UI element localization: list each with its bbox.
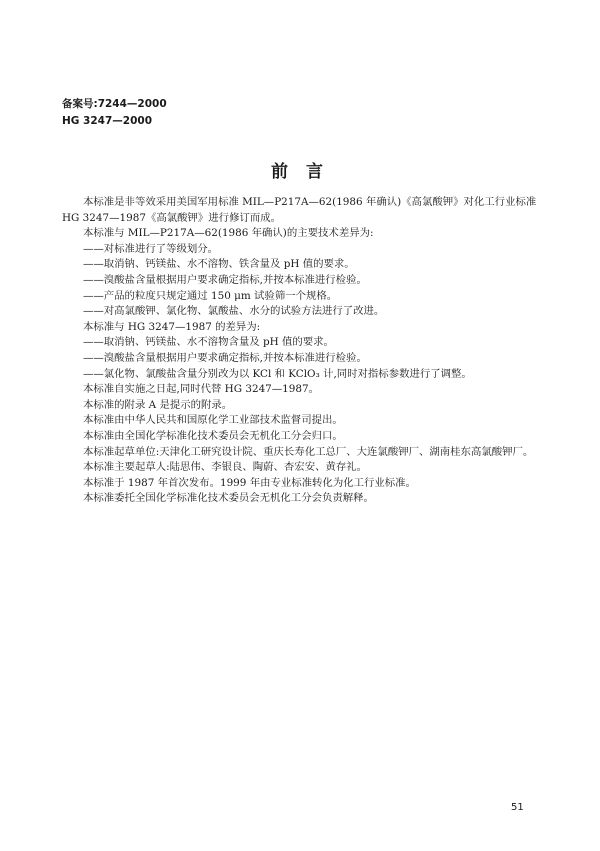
paragraph-line: 本标准由中华人民共和国原化学工业部技术监督司提出。 [83, 414, 343, 427]
paragraph-line: 本标准起草单位:天津化工研究设计院、重庆长寿化工总厂、大连氯酸钾厂、湖南桂东高氯酸钾厂。 [83, 445, 534, 458]
foreword-body [62, 195, 552, 507]
paragraph-line: ——溴酸盐含量根据用户要求确定指标,并按本标准进行检验。 [83, 273, 367, 286]
standard-number: HG 3247—2000 [62, 115, 153, 127]
paragraph-line: 本标准与 HG 3247—1987 的差异为: [83, 320, 261, 333]
paragraph-line: ——溴酸盐含量根据用户要求确定指标,并按本标准进行检验。 [83, 351, 367, 364]
paragraph-line: ——对高氯酸钾、氯化物、氯酸盐、水分的试验方法进行了改进。 [83, 305, 385, 318]
paragraph-line: ——取消钠、钙镁盐、水不溶物含量及 pH 值的要求。 [83, 336, 334, 349]
paragraph-line: 本标准委托全国化学标准化技术委员会无机化工分会负责解释。 [83, 492, 374, 505]
paragraph-line: 本标准自实施之日起,同时代替 HG 3247—1987。 [83, 383, 320, 396]
paragraph-line: 本标准的附录 A 是提示的附录。 [83, 398, 233, 411]
record-number: 备案号:7244—2000 [62, 98, 167, 110]
paragraph-line: 本标准主要起草人:陆思伟、李银良、陶蔚、杏宏安、黄存礼。 [83, 461, 368, 474]
paragraph-line: 本标准由全国化学标准化技术委员会无机化工分会归口。 [83, 429, 343, 442]
page-number: 51 [511, 802, 524, 813]
paragraph-line: HG 3247—1987《高氯酸钾》进行修订而成。 [62, 211, 282, 224]
paragraph-line: 本标准与 MIL—P217A—62(1986 年确认)的主要技术差异为: [83, 227, 374, 240]
paragraph-line: 本标准于 1987 年首次发布。1999 年由专业标准转化为化工行业标准。 [83, 476, 416, 489]
document-header [62, 96, 167, 130]
paragraph-line: 本标准是非等效采用美国军用标准 MIL—P217A—62(1986 年确认)《高氯酸钾》对化工行业标准 [83, 196, 537, 208]
paragraph-line: ——对标准进行了等级划分。 [83, 242, 219, 255]
paragraph-line: ——产品的粒度只规定通过 150 μm 试验筛一个规格。 [83, 289, 338, 302]
paragraph-line: ——氯化物、氯酸盐含量分别改为以 KCl 和 KClO₃ 计,同时对指标参数进行了调整。 [83, 367, 472, 380]
page-title: 前 言 [271, 162, 329, 182]
paragraph-line: ——取消钠、钙镁盐、水不溶物、铁含量及 pH 值的要求。 [83, 258, 355, 271]
